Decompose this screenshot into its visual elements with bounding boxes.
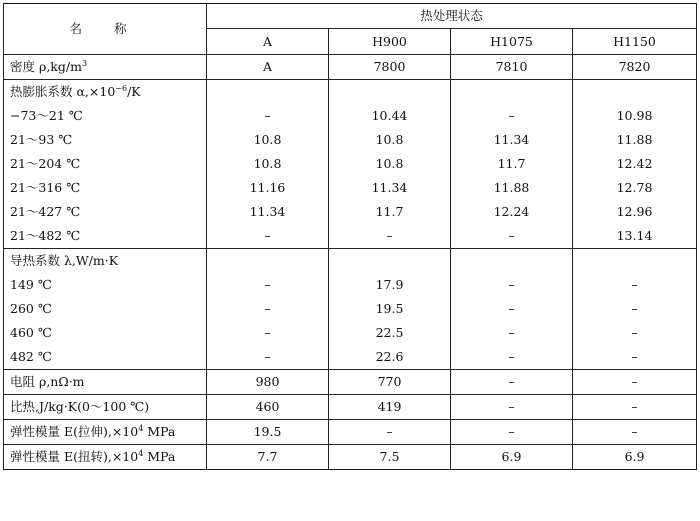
cell-value: – [573, 395, 697, 420]
cell-value: 11.16 [207, 176, 329, 200]
cell-empty [451, 249, 573, 274]
table-row [4, 55, 697, 80]
table-row [4, 80, 697, 105]
cell-value: 12.24 [451, 200, 573, 224]
row-label-modulus-torsion: 弹性模量 E(扭转)$,\times 10^4$ MPa [4, 445, 207, 470]
header-heat-treatment-state: 热处理状态 [207, 4, 697, 29]
table-row [4, 420, 697, 445]
row-label-modulus-tension: 弹性模量 E(拉伸)$,\times 10^4$ MPa [4, 420, 207, 445]
row-label: 21～316 ℃ [4, 176, 207, 200]
header-state-h1075: H1075 [451, 29, 573, 55]
cell-value: 22.5 [329, 321, 451, 345]
cell-value: 11.34 [329, 176, 451, 200]
row-label: 21～204 ℃ [4, 152, 207, 176]
table-row [4, 104, 697, 128]
cell-value: 770 [329, 370, 451, 395]
table-row [4, 297, 697, 321]
cell-value: 7.5 [329, 445, 451, 470]
cell-value: – [329, 420, 451, 445]
header-state-a: A [207, 29, 329, 55]
cell-value: 980 [207, 370, 329, 395]
cell-value: 6.9 [451, 445, 573, 470]
row-label-resistivity: 电阻 ρ,nΩ·m [4, 370, 207, 395]
cell-value: 12.78 [573, 176, 697, 200]
row-label-thermal-expansion: 热膨胀系数 $\alpha,\times 10^{-6}/K$ [4, 80, 207, 105]
cell-value: 460 [207, 395, 329, 420]
cell-value: 22.6 [329, 345, 451, 370]
cell-empty [329, 80, 451, 105]
cell-value: – [573, 370, 697, 395]
table-row [4, 200, 697, 224]
row-label: −73～21 ℃ [4, 104, 207, 128]
cell-value: 11.88 [451, 176, 573, 200]
cell-density-h900: 7800 [329, 55, 451, 80]
row-label: 149 ℃ [4, 273, 207, 297]
row-label-density: 密度 $\rho,kg/m^3$ [4, 55, 207, 80]
cell-value: 11.7 [451, 152, 573, 176]
cell-value: 10.8 [207, 152, 329, 176]
cell-value: 10.44 [329, 104, 451, 128]
table-row [4, 395, 697, 420]
cell-value: – [329, 224, 451, 249]
table-row [4, 152, 697, 176]
table-row [4, 128, 697, 152]
cell-value: 10.98 [573, 104, 697, 128]
cell-empty [573, 80, 697, 105]
cell-value: – [573, 420, 697, 445]
row-label: 21～482 ℃ [4, 224, 207, 249]
cell-value: – [573, 321, 697, 345]
cell-density-a: A [207, 55, 329, 80]
cell-value: – [451, 395, 573, 420]
cell-value: – [451, 420, 573, 445]
table-row [4, 321, 697, 345]
cell-value: – [207, 297, 329, 321]
cell-value: 419 [329, 395, 451, 420]
cell-value: – [573, 345, 697, 370]
cell-value: – [207, 224, 329, 249]
table-row [4, 445, 697, 470]
cell-value: 7.7 [207, 445, 329, 470]
row-label: 460 ℃ [4, 321, 207, 345]
cell-value: 11.34 [207, 200, 329, 224]
table-row [4, 273, 697, 297]
header-state-h1150: H1150 [573, 29, 697, 55]
cell-value: – [451, 104, 573, 128]
table-row [4, 176, 697, 200]
table-row [4, 370, 697, 395]
cell-value: 19.5 [207, 420, 329, 445]
row-label: 482 ℃ [4, 345, 207, 370]
cell-value: – [451, 370, 573, 395]
cell-empty [329, 249, 451, 274]
row-label-thermal-conductivity: 导热系数 λ,W/m·K [4, 249, 207, 274]
cell-value: 10.8 [207, 128, 329, 152]
cell-value: 12.96 [573, 200, 697, 224]
cell-value: 11.7 [329, 200, 451, 224]
cell-density-h1075: 7810 [451, 55, 573, 80]
properties-table [3, 3, 697, 470]
row-label: 21～427 ℃ [4, 200, 207, 224]
cell-value: – [207, 345, 329, 370]
row-label: 21～93 ℃ [4, 128, 207, 152]
cell-value: – [207, 104, 329, 128]
cell-value: 11.88 [573, 128, 697, 152]
cell-empty [207, 249, 329, 274]
cell-value: 17.9 [329, 273, 451, 297]
cell-value: 12.42 [573, 152, 697, 176]
cell-value: – [451, 321, 573, 345]
table-row [4, 224, 697, 249]
cell-value: – [573, 273, 697, 297]
table-row [4, 345, 697, 370]
cell-value: 19.5 [329, 297, 451, 321]
cell-value: 6.9 [573, 445, 697, 470]
cell-value: 10.8 [329, 128, 451, 152]
cell-density-h1150: 7820 [573, 55, 697, 80]
cell-empty [451, 80, 573, 105]
cell-value: 10.8 [329, 152, 451, 176]
cell-value: 11.34 [451, 128, 573, 152]
cell-value: – [573, 297, 697, 321]
header-state-h900: H900 [329, 29, 451, 55]
cell-value: – [451, 297, 573, 321]
cell-value: – [207, 273, 329, 297]
cell-value: – [207, 321, 329, 345]
table-row [4, 249, 697, 274]
cell-value: – [451, 224, 573, 249]
properties-table-wrapper [3, 3, 697, 470]
cell-value: 13.14 [573, 224, 697, 249]
cell-empty [207, 80, 329, 105]
row-label: 260 ℃ [4, 297, 207, 321]
cell-empty [573, 249, 697, 274]
row-label-specific-heat: 比热,J/kg·K(0～100 ℃) [4, 395, 207, 420]
cell-value: – [451, 345, 573, 370]
cell-value: – [451, 273, 573, 297]
header-name-cell: 名 称 [4, 4, 207, 55]
